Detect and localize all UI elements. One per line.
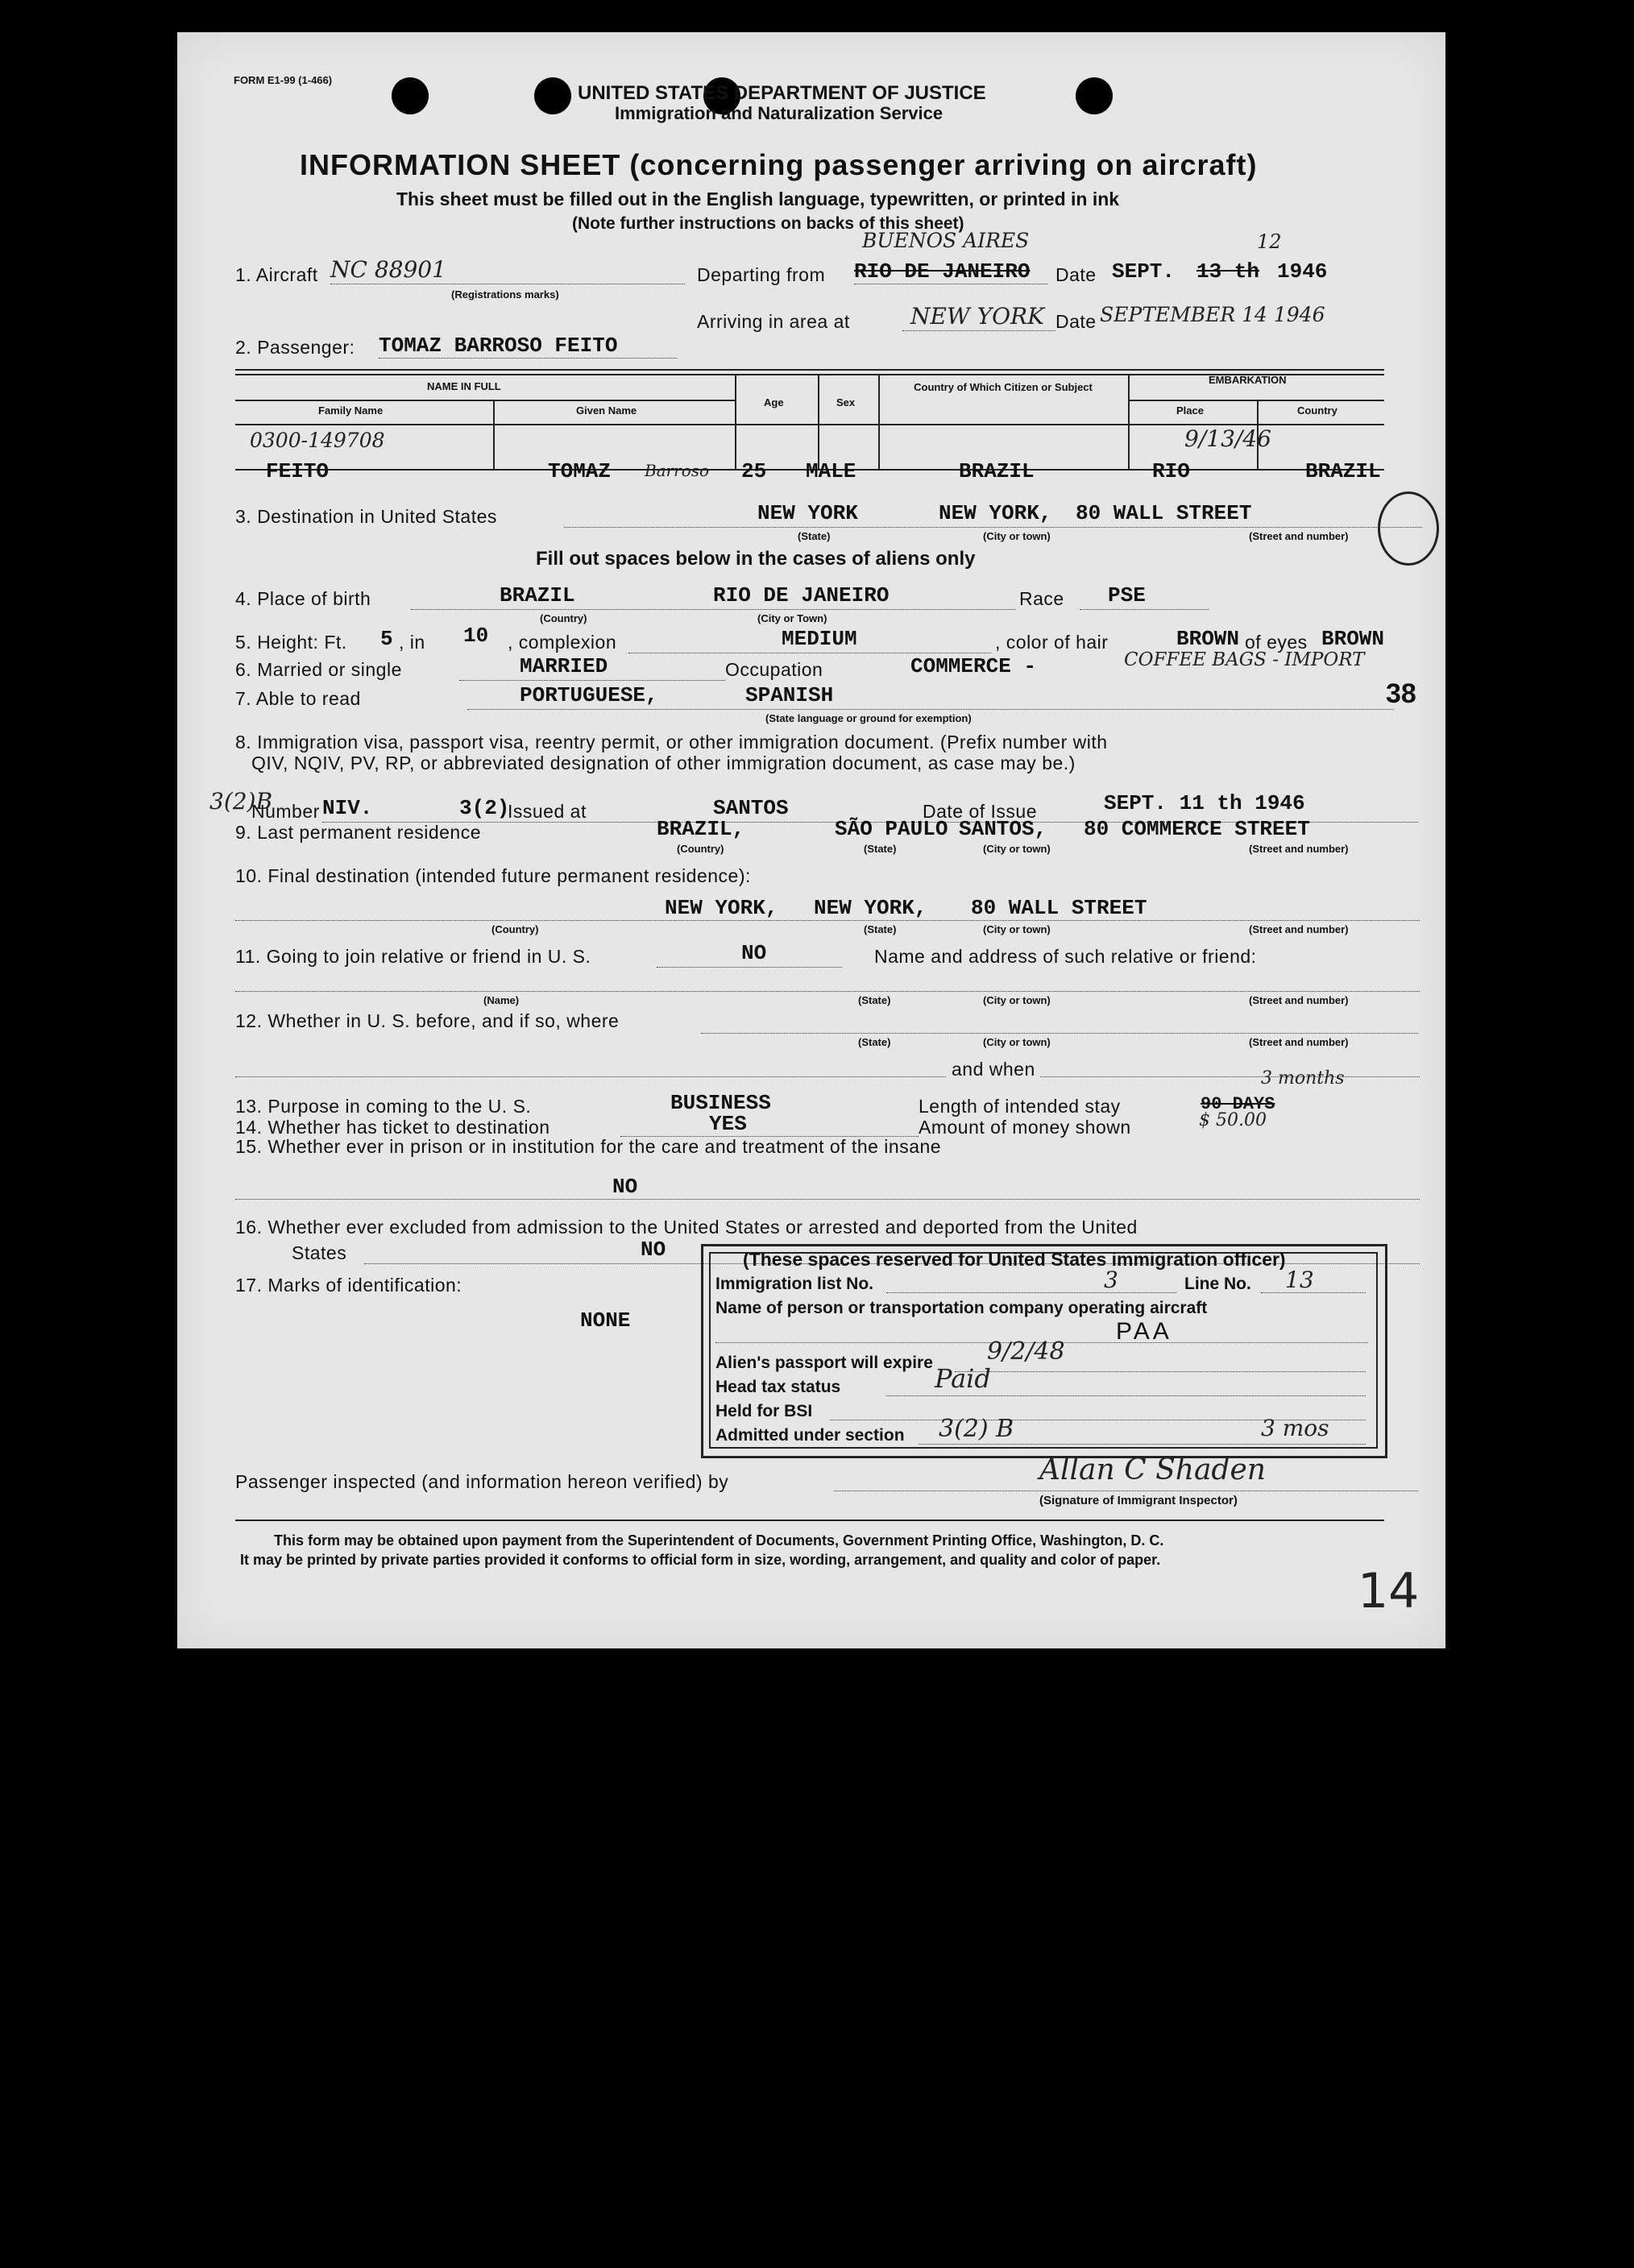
caption-city: (City or town) [983,994,1051,1006]
row-citizen: BRAZIL [959,459,1035,483]
stay-struck-value: 90 DAYS [1201,1094,1275,1114]
col-given-name: Given Name [576,404,637,417]
occupation-label: Occupation [725,659,823,680]
col-age: Age [764,396,784,408]
birth-country: BRAZIL [500,583,575,607]
height-inches: 10 [463,624,489,648]
marks-label: 17. Marks of identification: [235,1275,462,1296]
excluded-label-cont: States [292,1242,347,1263]
caption-country: (Country) [491,923,539,935]
caption-street: (Street and number) [1249,530,1349,542]
col-citizen: Country of Which Citizen or Subject [914,381,1093,393]
caption-state: (State) [858,1036,891,1048]
stay-handwritten: 3 months [1261,1068,1345,1088]
residence-state: SÃO PAULO [835,817,948,841]
visa-label: 8. Immigration visa, passport visa, reentry permit, or other immigration document. (Prefix number with [235,732,1108,753]
read-label: 7. Able to read [235,688,361,709]
margin-number: 38 [1386,678,1416,709]
passenger-value: TOMAZ BARROSO FEITO [379,334,618,358]
arriving-label: Arriving in area at [697,311,850,332]
passport-expire-value: 9/2/48 [987,1337,1065,1366]
money-label: Amount of money shown [919,1117,1131,1138]
ticket-label: 14. Whether has ticket to destination [235,1117,550,1138]
caption-state: (State) [864,923,897,935]
section-extra: 3 mos [1261,1415,1329,1441]
visa-number-suffix: 3(2) [459,796,510,820]
final-state: NEW YORK, [814,896,927,920]
eyes-label: of eyes [1245,632,1308,653]
col-sex: Sex [836,396,856,408]
aliens-note: Fill out spaces below in the cases of aliens only [536,548,976,570]
ticket-value: YES [709,1112,747,1136]
list-no-label: Immigration list No. [715,1275,874,1293]
row-age: 25 [741,459,767,483]
caption-country: (Country) [540,612,587,624]
date-of-issue-label: Date of Issue [923,801,1038,822]
passenger-label: 2. Passenger: [235,337,355,358]
date-year: 1946 [1277,259,1328,284]
line-no-value: 13 [1285,1267,1314,1293]
marital-value: MARRIED [520,654,608,678]
race-label: Race [1019,588,1064,609]
row-country: BRAZIL [1305,459,1381,483]
excluded-label: 16. Whether ever excluded from admission to the United States or arrested and deported from the United [235,1217,1138,1238]
date-label: Date [1055,264,1097,285]
occupation-handwritten: COFFEE BAGS - IMPORT [1124,649,1365,670]
page-number: 14 [1358,1563,1420,1619]
row-given-name: TOMAZ [548,459,612,483]
head-tax-label: Head tax status [715,1378,841,1396]
footer-line-1: This form may be obtained upon payment from the Superintendent of Documents, Government Printing Office, Washington, D. C. [274,1532,1164,1549]
join-relative-value: NO [741,941,767,965]
head-tax-value: Paid [935,1363,991,1394]
section-label: Admitted under section [715,1426,905,1445]
agency-name: UNITED STATES DEPARTMENT OF JUSTICE [578,82,986,104]
prison-value: NO [612,1175,638,1199]
officer-box-header: (These spaces reserved for United States immigration officer) [743,1249,1286,1270]
signature-caption: (Signature of Immigrant Inspector) [1039,1494,1238,1507]
caption-name: (Name) [483,994,520,1006]
marital-label: 6. Married or single [235,659,402,680]
join-relative-label: 11. Going to join relative or friend in U. S. [235,946,591,967]
destination-state: NEW YORK [757,501,858,525]
departing-correction: BUENOS AIRES [862,229,1030,252]
excluded-value: NO [641,1238,666,1262]
col-name-in-full: NAME IN FULL [427,380,501,392]
row-sex: MALE [806,459,856,483]
and-when-label: and when [947,1059,1040,1080]
section-value: 3(2) B [939,1415,1014,1443]
height-feet: 5 [380,627,393,651]
aircraft-label: 1. Aircraft [235,264,318,285]
birthplace-label: 4. Place of birth [235,588,371,609]
list-no-value: 3 [1104,1267,1118,1293]
issued-label: Issued at [508,801,587,822]
row-given-handwritten: Barroso [645,461,710,480]
departing-value: RIO DE JANEIRO [854,259,1031,284]
page-title: INFORMATION SHEET (concerning passenger arriving on aircraft) [300,148,1258,181]
caption-street: (Street and number) [1249,1036,1349,1048]
caption-city: (City or town) [983,530,1051,542]
caption-state: (State) [858,994,891,1006]
line-no-label: Line No. [1184,1275,1251,1293]
caption-street: (Street and number) [1249,923,1349,935]
punch-hole [392,77,429,114]
aircraft-value: NC 88901 [330,256,446,283]
date-month: SEPT. [1112,259,1176,284]
marks-value: NONE [580,1308,631,1333]
footer-line-2: It may be printed by private parties provided it conforms to official form in size, wording, arrangement, and quality and color of paper. [240,1552,1161,1568]
held-bsi-label: Held for BSI [715,1402,813,1420]
money-handwritten: $ 50.00 [1199,1110,1267,1130]
date-correction: 12 [1257,230,1282,253]
row-place: RIO [1152,459,1190,483]
read-lang1: PORTUGUESE, [520,683,658,707]
issued-value: SANTOS [713,796,789,820]
departing-label: Departing from [697,264,826,285]
col-country: Country [1297,404,1337,417]
passport-expire-label: Alien's passport will expire [715,1354,933,1372]
inspector-signature: Allan C Shaden [1039,1453,1266,1486]
punch-hole [1076,77,1113,114]
service-name: Immigration and Naturalization Service [615,103,943,123]
final-destination-label: 10. Final destination (intended future permanent residence): [235,865,751,886]
hair-value: BROWN [1176,627,1240,651]
date-day: 13 th [1196,259,1260,284]
caption-city: (City or town) [983,1036,1051,1048]
visa-number-label: Number [251,801,320,822]
visa-label-cont: QIV, NQIV, PV, RP, or abbreviated designation of other immigration document, as case may be.) [251,753,1076,773]
caption-city: (City or town) [983,923,1051,935]
embark-date: 9/13/46 [1184,425,1271,452]
height-in-label: , in [399,632,425,653]
punch-hole [534,77,571,114]
relative-name-label: Name and address of such relative or friend: [874,946,1257,967]
eyes-value: BROWN [1321,627,1385,651]
caption-street: (Street and number) [1249,843,1349,855]
caption-street: (Street and number) [1249,994,1349,1006]
col-place: Place [1176,404,1204,417]
file-number: 0300-149708 [250,429,385,452]
final-street: 80 WALL STREET [971,896,1147,920]
form-number: FORM E1-99 (1-466) [234,74,333,86]
col-embarkation: EMBARKATION [1209,374,1287,386]
previous-visit-label: 12. Whether in U. S. before, and if so, where [235,1010,620,1031]
read-lang2: SPANISH [745,683,834,707]
caption-city: (City or town) [983,843,1051,855]
row-family-name: FEITO [266,459,330,483]
race-value: PSE [1108,583,1146,607]
residence-city: SANTOS, [959,817,1047,841]
caption-country: (Country) [677,843,724,855]
residence-label: 9. Last permanent residence [235,822,482,843]
residence-country: BRAZIL, [657,817,745,841]
final-country: NEW YORK, [665,896,778,920]
read-caption: (State language or ground for exemption) [765,712,972,724]
arrival-date-value: SEPTEMBER 14 1946 [1100,303,1325,326]
operator-label: Name of person or transportation company operating aircraft [715,1299,1208,1317]
birth-city: RIO DE JANEIRO [713,583,890,607]
operator-value: PAA [1116,1318,1172,1345]
caption-state: (State) [864,843,897,855]
caption-city: (City or Town) [757,612,827,624]
complexion-value: MEDIUM [782,627,857,651]
document-sheet [177,32,1445,1648]
destination-label: 3. Destination in United States [235,506,497,527]
instruction-line: This sheet must be filled out in the English language, typewritten, or printed in ink [396,189,1120,209]
caption-state: (State) [798,530,831,542]
registration-caption: (Registrations marks) [451,288,559,301]
hair-label: , color of hair [995,632,1109,653]
arriving-value: NEW YORK [910,303,1045,330]
height-label: 5. Height: Ft. [235,632,347,653]
purpose-label: 13. Purpose in coming to the U. S. [235,1096,532,1117]
stay-label: Length of intended stay [919,1096,1121,1117]
date-of-issue-value: SEPT. 11 th 1946 [1104,791,1305,815]
visa-margin-handwritten: 3(2)B [209,788,273,815]
visa-number-value: NIV. [322,796,373,820]
occupation-value: COMMERCE - [910,654,1037,678]
prison-label: 15. Whether ever in prison or in institution for the care and treatment of the insane [235,1136,942,1157]
col-family-name: Family Name [318,404,384,417]
residence-street: 80 COMMERCE STREET [1084,817,1310,841]
arrival-date-label: Date [1055,311,1097,332]
destination-street: 80 WALL STREET [1076,501,1252,525]
complexion-label: , complexion [508,632,617,653]
instruction-note: (Note further instructions on backs of this sheet) [572,214,964,233]
hand-circle-mark [1378,491,1439,566]
destination-city: NEW YORK, [939,501,1052,525]
inspected-label: Passenger inspected (and information hereon verified) by [235,1471,729,1492]
purpose-value: BUSINESS [670,1091,771,1115]
